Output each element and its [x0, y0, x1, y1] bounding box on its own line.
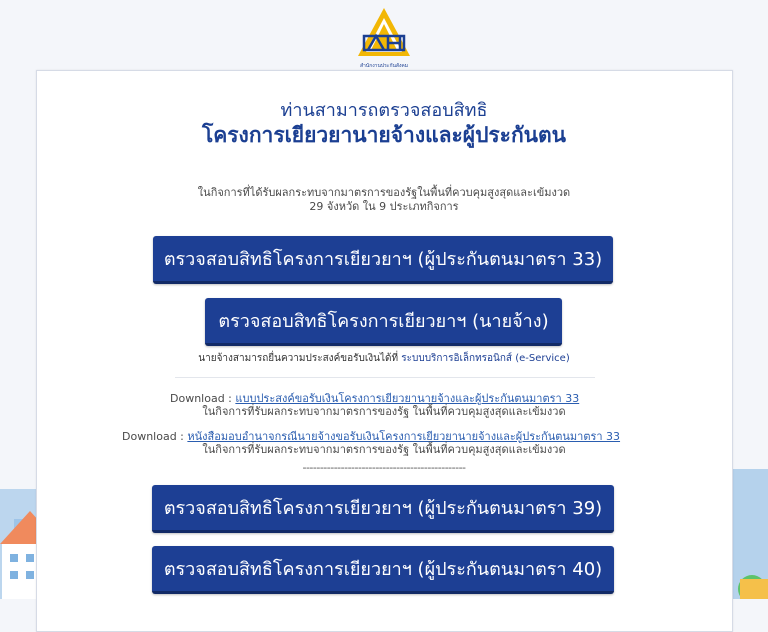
sso-emblem-icon: [352, 6, 416, 60]
download-1-line2[interactable]: ในกิจการที่รับผลกระทบจากมาตรการของรัฐ ในพื้นที่ควบคุมสูงสุดและเข้มงวด: [202, 405, 566, 418]
sso-logo: [352, 6, 416, 68]
dashed-separator: -----------------------------------------------: [302, 461, 466, 474]
page-title-line2: โครงการเยียวยานายจ้างและผู้ประกันตน: [201, 123, 567, 147]
employer-note: [0, 351, 768, 366]
check-rights-section33-button[interactable]: ตรวจสอบสิทธิโครงการเยียวยาฯ (ผู้ประกันตนมาตรา 33): [153, 236, 613, 284]
section-divider: [175, 377, 595, 378]
subtitle-line1: ในกิจการที่ได้รับผลกระทบจากมาตรการของรัฐในพื้นที่ควบคุมสูงสุดและเข้มงวด: [197, 186, 571, 199]
check-rights-employer-button[interactable]: ตรวจสอบสิทธิโครงการเยียวยาฯ (นายจ้าง): [205, 298, 562, 346]
page-title-line1: ท่านสามารถตรวจสอบสิทธิ: [280, 100, 488, 121]
logo-caption: สำนักงานประกันสังคม: [359, 63, 409, 69]
employer-note-text: นายจ้างสามารถยื่นความประสงค์ขอรับเงินได้ที่: [198, 353, 399, 364]
check-rights-section39-button[interactable]: ตรวจสอบสิทธิโครงการเยียวยาฯ (ผู้ประกันตนมาตรา 39): [152, 485, 614, 533]
subtitle-line2: 29 จังหวัด ใน 9 ประเภทกิจการ: [309, 200, 459, 213]
download-2-line2[interactable]: ในกิจการที่รับผลกระทบจากมาตรการของรัฐ ในพื้นที่ควบคุมสูงสุดและเข้มงวด: [202, 443, 566, 456]
download-1-link[interactable]: แบบประสงค์ขอรับเงินโครงการเยียวยานายจ้างและผู้ประกันตนมาตรา 33: [235, 392, 580, 405]
download-2-link[interactable]: หนังสือมอบอำนาจกรณีนายจ้างขอรับเงินโครงการเยียวยานายจ้างและผู้ประกันตนมาตรา 33: [187, 430, 621, 443]
download-1-label: Download :: [170, 392, 232, 405]
download-2-label: Download :: [122, 430, 184, 443]
e-service-link[interactable]: ระบบบริการอิเล็กทรอนิกส์ (e-Service): [401, 353, 570, 364]
check-rights-section40-button[interactable]: ตรวจสอบสิทธิโครงการเยียวยาฯ (ผู้ประกันตนมาตรา 40): [152, 546, 614, 594]
